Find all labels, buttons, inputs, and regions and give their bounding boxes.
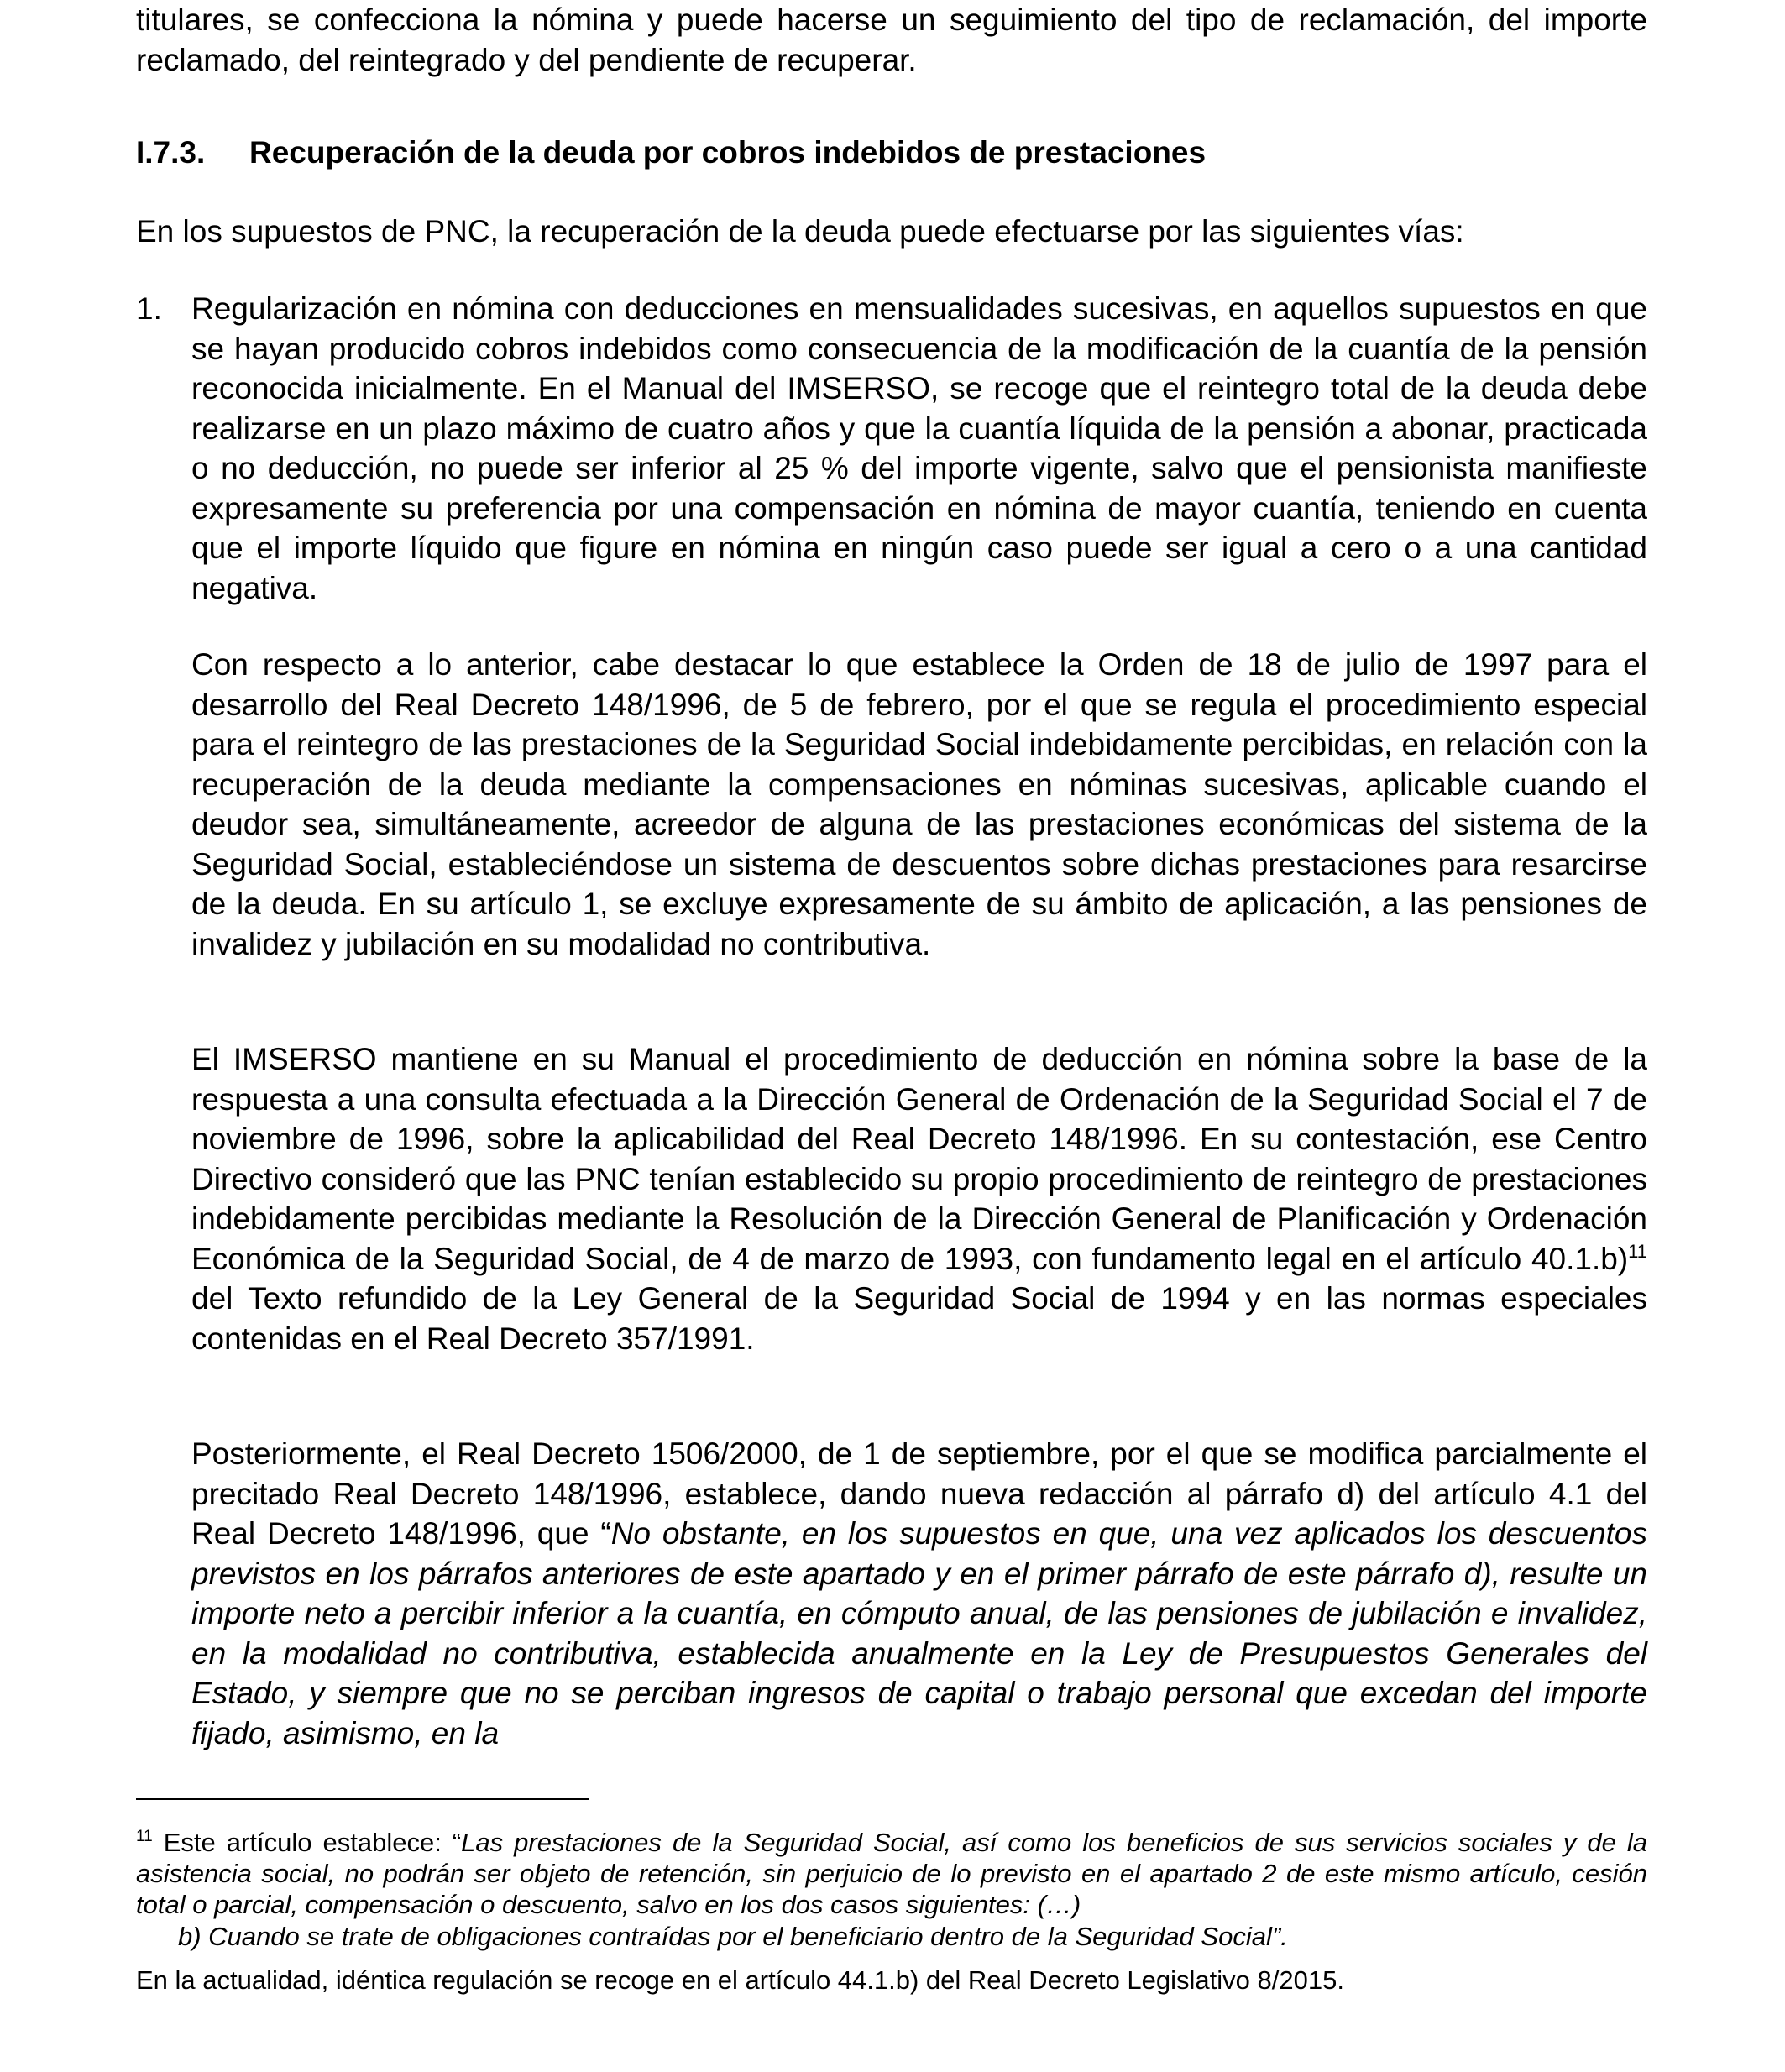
list-item-paragraph-3 [191,1039,1647,1358]
paragraph-4-plain: Posteriormente, el Real Decreto 1506/2000, de 1 de septiembre, por el que se modifica parcialmente el precitado Real Decreto 148/1996, establece, dando nueva redacción al párrafo d) del artículo 4.1 del Real Decreto 148/1996, que “ [191,1436,1647,1551]
paragraph-3-text-b: del Texto refundido de la Ley General de la Seguridad Social de 1994 y en las normas especiales contenidas en el Real Decreto 357/1991. [191,1281,1647,1356]
list-item-paragraph-2: Con respecto a lo anterior, cabe destacar lo que establece la Orden de 18 de julio de 1997 para el desarrollo del Real Decreto 148/1996, de 5 de febrero, por el que se regula el procedimiento especial para el reintegro de las prestaciones de la Seguridad Social indebidamente percibidas, en relación con la recuperación de la deuda mediante la compensaciones en nóminas sucesivas, aplicable cuando el deudor sea, simultáneamente, acreedor de alguna de las prestaciones económicas del sistema de la Seguridad Social, estableciéndose un sistema de descuentos sobre dichas prestaciones para resarcirse de la deuda. En su artículo 1, se excluye expresamente de su ámbito de aplicación, a las pensiones de invalidez y jubilación en su modalidad no contributiva. [191,647,1647,961]
footnote-item-b [178,1921,1647,1952]
footnote-quote: Las prestaciones de la Seguridad Social, así como los beneficios de sus servicios sociales y de la asistencia social, no podrán ser objeto de retención, sin perjuicio de lo previsto en el apartado 2 de este mismo artículo, cesión total o parcial, compensación o descuento, salvo en los dos casos siguientes: (…) [136,1828,1648,1919]
paragraph-3-text-a: El IMSERSO mantiene en su Manual el procedimiento de deducción en nómina sobre la base de la respuesta a una consulta efectuada a la Dirección General de Ordenación de la Seguridad Social el 7 de noviembre de 1996, sobre la aplicabilidad del Real Decreto 148/1996. En su contestación, ese Centro Directivo consideró que las PNC tenían establecido su propio procedimiento de reintegro de prestaciones indebidamente percibidas mediante la Resolución de la Dirección General de Planificación y Ordenación Económica de la Seguridad Social, de 4 de marzo de 1993, con fundamento legal en el artículo 40.1.b) [191,1042,1647,1276]
list-item-paragraph-1: Regularización en nómina con deducciones en mensualidades sucesivas, en aquellos supuestos en que se hayan producido cobros indebidos como consecuencia de la modificación de la cuantía de la pensión reconocida inicialmente. En el Manual del IMSERSO, se recoge que el reintegro total de la deuda debe realizarse en un plazo máximo de cuatro años y que la cuantía líquida de la pensión a abonar, practicada o no deducción, no puede ser inferior al 25 % del importe vigente, salvo que el pensionista manifieste expresamente su preferencia por una compensación en nómina de mayor cuantía, teniendo en cuenta que el importe líquido que figure en nómina en ningún caso puede ser igual a cero o a una cantidad negativa. [191,291,1647,605]
footnote-11 [136,1827,1647,1920]
section-title: Recuperación de la deuda por cobros indebidos de prestaciones [249,135,1207,170]
continuation-paragraph: titulares, se confecciona la nómina y puede hacerse un seguimiento del tipo de reclamación, del importe reclamado, del reintegrado y del pendiente de recuperar. [136,3,1647,77]
footnote-lead: Este artículo establece: “ [152,1828,462,1857]
list-item-number: 1. [136,291,162,326]
footnote-separator [136,1798,589,1800]
list-item-paragraph-4 [191,1434,1647,1753]
footnote-closing: En la actualidad, idéntica regulación se recoge en el artículo 44.1.b) del Real Decreto Legislativo 8/2015. [136,1965,1344,1995]
footnote-number: 11 [136,1828,153,1845]
paragraph-4-quote: No obstante, en los supuestos en que, una vez aplicados los descuentos previstos en los párrafos anteriores de este apartado y en el primer párrafo de este párrafo d), resulte un importe neto a percibir inferior a la cuantía, en cómputo anual, de las pensiones de jubilación e invalidez, en la modalidad no contributiva, establecida anualmente en la Ley de Presupuestos Generales del Estado, y siempre que no se perciban ingresos de capital o trabajo personal que excedan del importe fijado, asimismo, en la [191,1516,1647,1750]
footnote-reference[interactable]: 11 [1628,1240,1647,1262]
section-heading [136,133,1647,172]
footnote-item-b-text: b) Cuando se trate de obligaciones contraídas por el beneficiario dentro de la Seguridad Social”. [178,1922,1288,1951]
intro-paragraph: En los supuestos de PNC, la recuperación de la deuda puede efectuarse por las siguientes vías: [136,214,1464,249]
section-number: I.7.3. [136,135,206,170]
